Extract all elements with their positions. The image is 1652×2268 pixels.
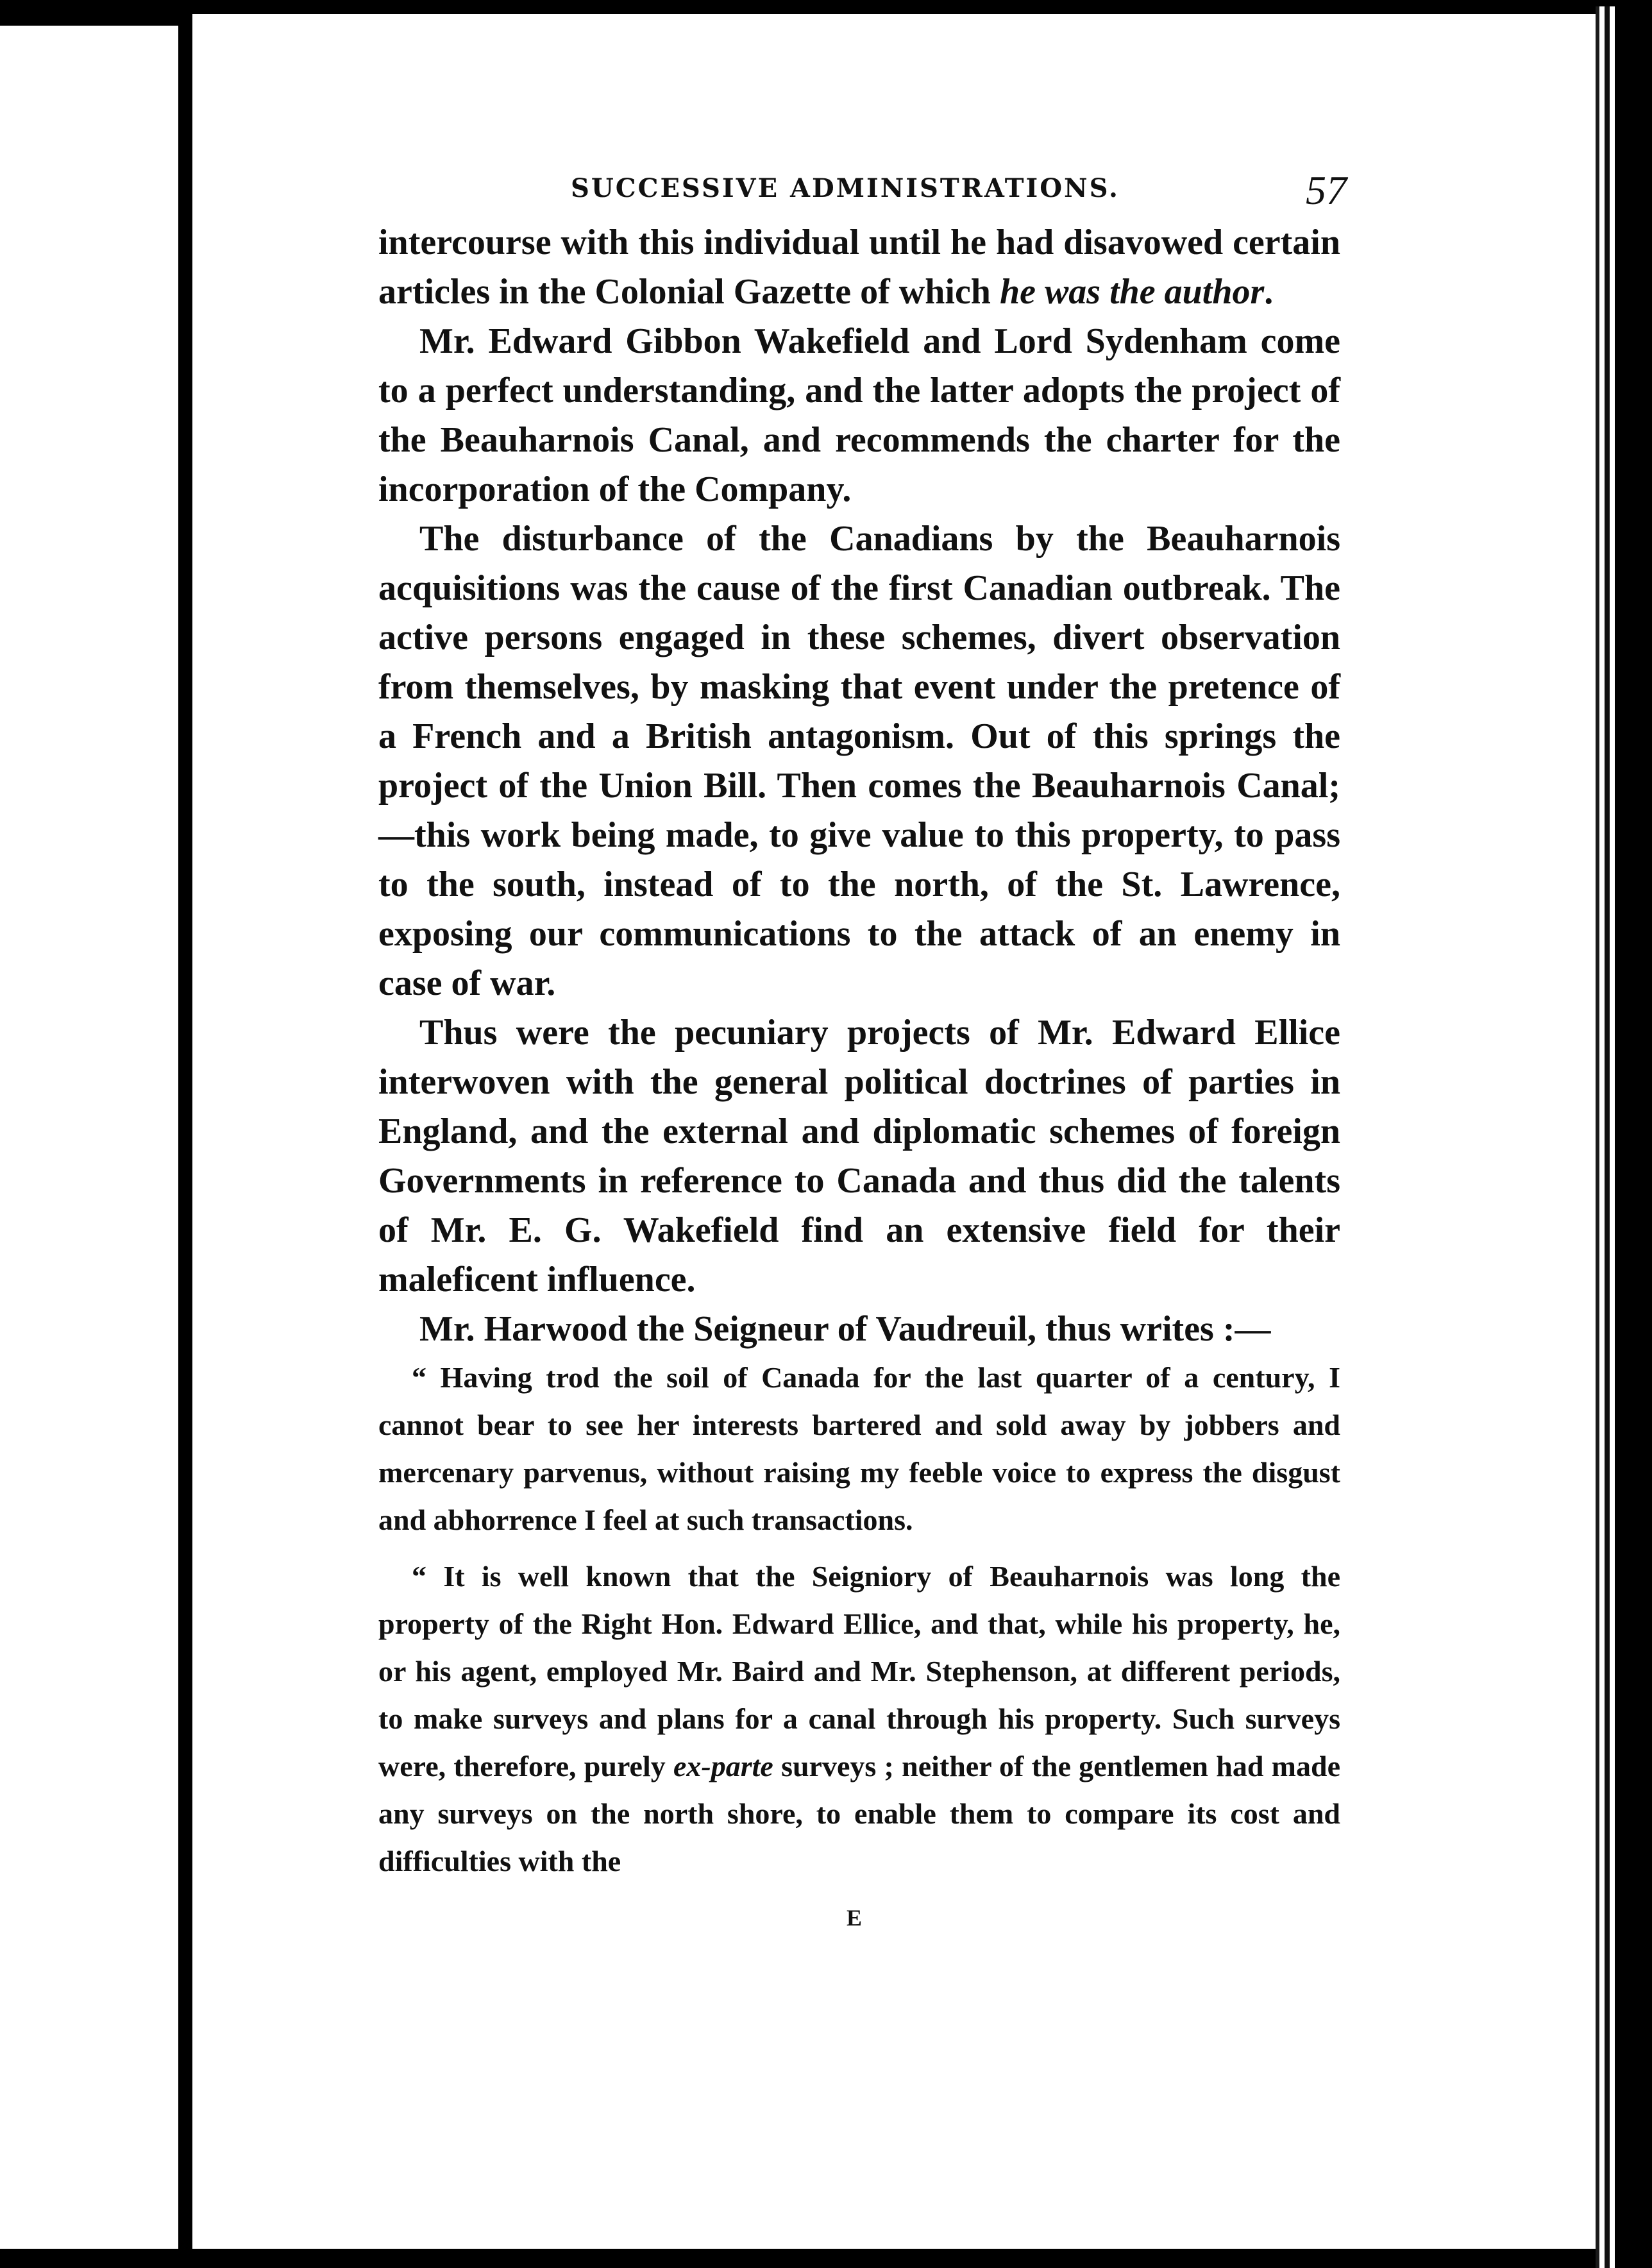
quote-paragraph-2	[378, 1553, 1340, 1885]
paragraph-1	[378, 218, 1340, 317]
paragraph-1-end: .	[1264, 272, 1274, 312]
running-head-title: SUCCESSIVE ADMINISTRATIONS.	[571, 173, 1120, 203]
left-page-fragment	[0, 26, 178, 2249]
running-head	[378, 167, 1347, 218]
block-quote	[378, 1354, 1340, 1885]
quote-paragraph-2-text: “ It is well known that the Seigniory of Beauharnois was long the property of the Right Hon. Edward Ellice, and that, while his property, he, or his agent, employed Mr. Baird and Mr. Stephenson, at different periods, to make surveys and plans for a canal through his property. Such surveys were, therefore, purely	[378, 1560, 1340, 1782]
binding-gutter	[178, 0, 192, 2268]
text-block	[378, 167, 1347, 1931]
paragraph-3: The disturbance of the Canadians by the Beauharnois acquisitions was the cause of the first Canadian outbreak. The active persons engaged in these schemes, divert observation from themselves, by masking that event under the pretence of a French and a British antagonism. Out of this springs the project of the Union Bill. Then comes the Beauharnois Canal;—this work being made, to give value to this property, to pass to the south, instead of to the north, of the St. Lawrence, exposing our communications to the attack of an enemy in case of war.	[378, 519, 1340, 1003]
paragraph-1-italic: he was the author	[999, 272, 1265, 312]
quote-paragraph-2-italic: ex-parte	[673, 1750, 773, 1782]
gutter-notch	[185, 1052, 192, 1070]
body-text	[378, 218, 1340, 1354]
paragraph-4: Thus were the pecuniary projects of Mr. Edward Ellice interwoven with the general political doctrines of parties in England, and the external and diplomatic schemes of foreign Governments in reference to Canada and thus did the talents of Mr. E. G. Wakefield find an extensive field for their maleficent influence.	[378, 1013, 1340, 1299]
signature-mark: E	[847, 1905, 863, 1931]
quote-paragraph-2-end: surveys ; neither of the gentlemen had made any surveys on the north shore, to enable them to compare its cost and difficulties with the	[378, 1750, 1340, 1877]
paragraph-2: Mr. Edward Gibbon Wakefield and Lord Sydenham come to a perfect understanding, and the latter adopts the project of the Beauharnois Canal, and recommends the charter for the incorporation of the Company.	[378, 321, 1340, 509]
page-edges	[1596, 6, 1652, 2268]
paragraph-1-text: intercourse with this individual until he had disavowed certain articles in the Colonial Gazette of which	[378, 223, 1340, 312]
page-number: 57	[1306, 167, 1347, 213]
paragraph-5: Mr. Harwood the Seigneur of Vaudreuil, thus writes :—	[419, 1309, 1271, 1349]
quote-paragraph-1: “ Having trod the soil of Canada for the last quarter of a century, I cannot bear to see her interests bartered and sold away by jobbers and mercenary parvenus, without raising my feeble voice to express the disgust and abhorrence I feel at such transactions.	[378, 1361, 1340, 1536]
